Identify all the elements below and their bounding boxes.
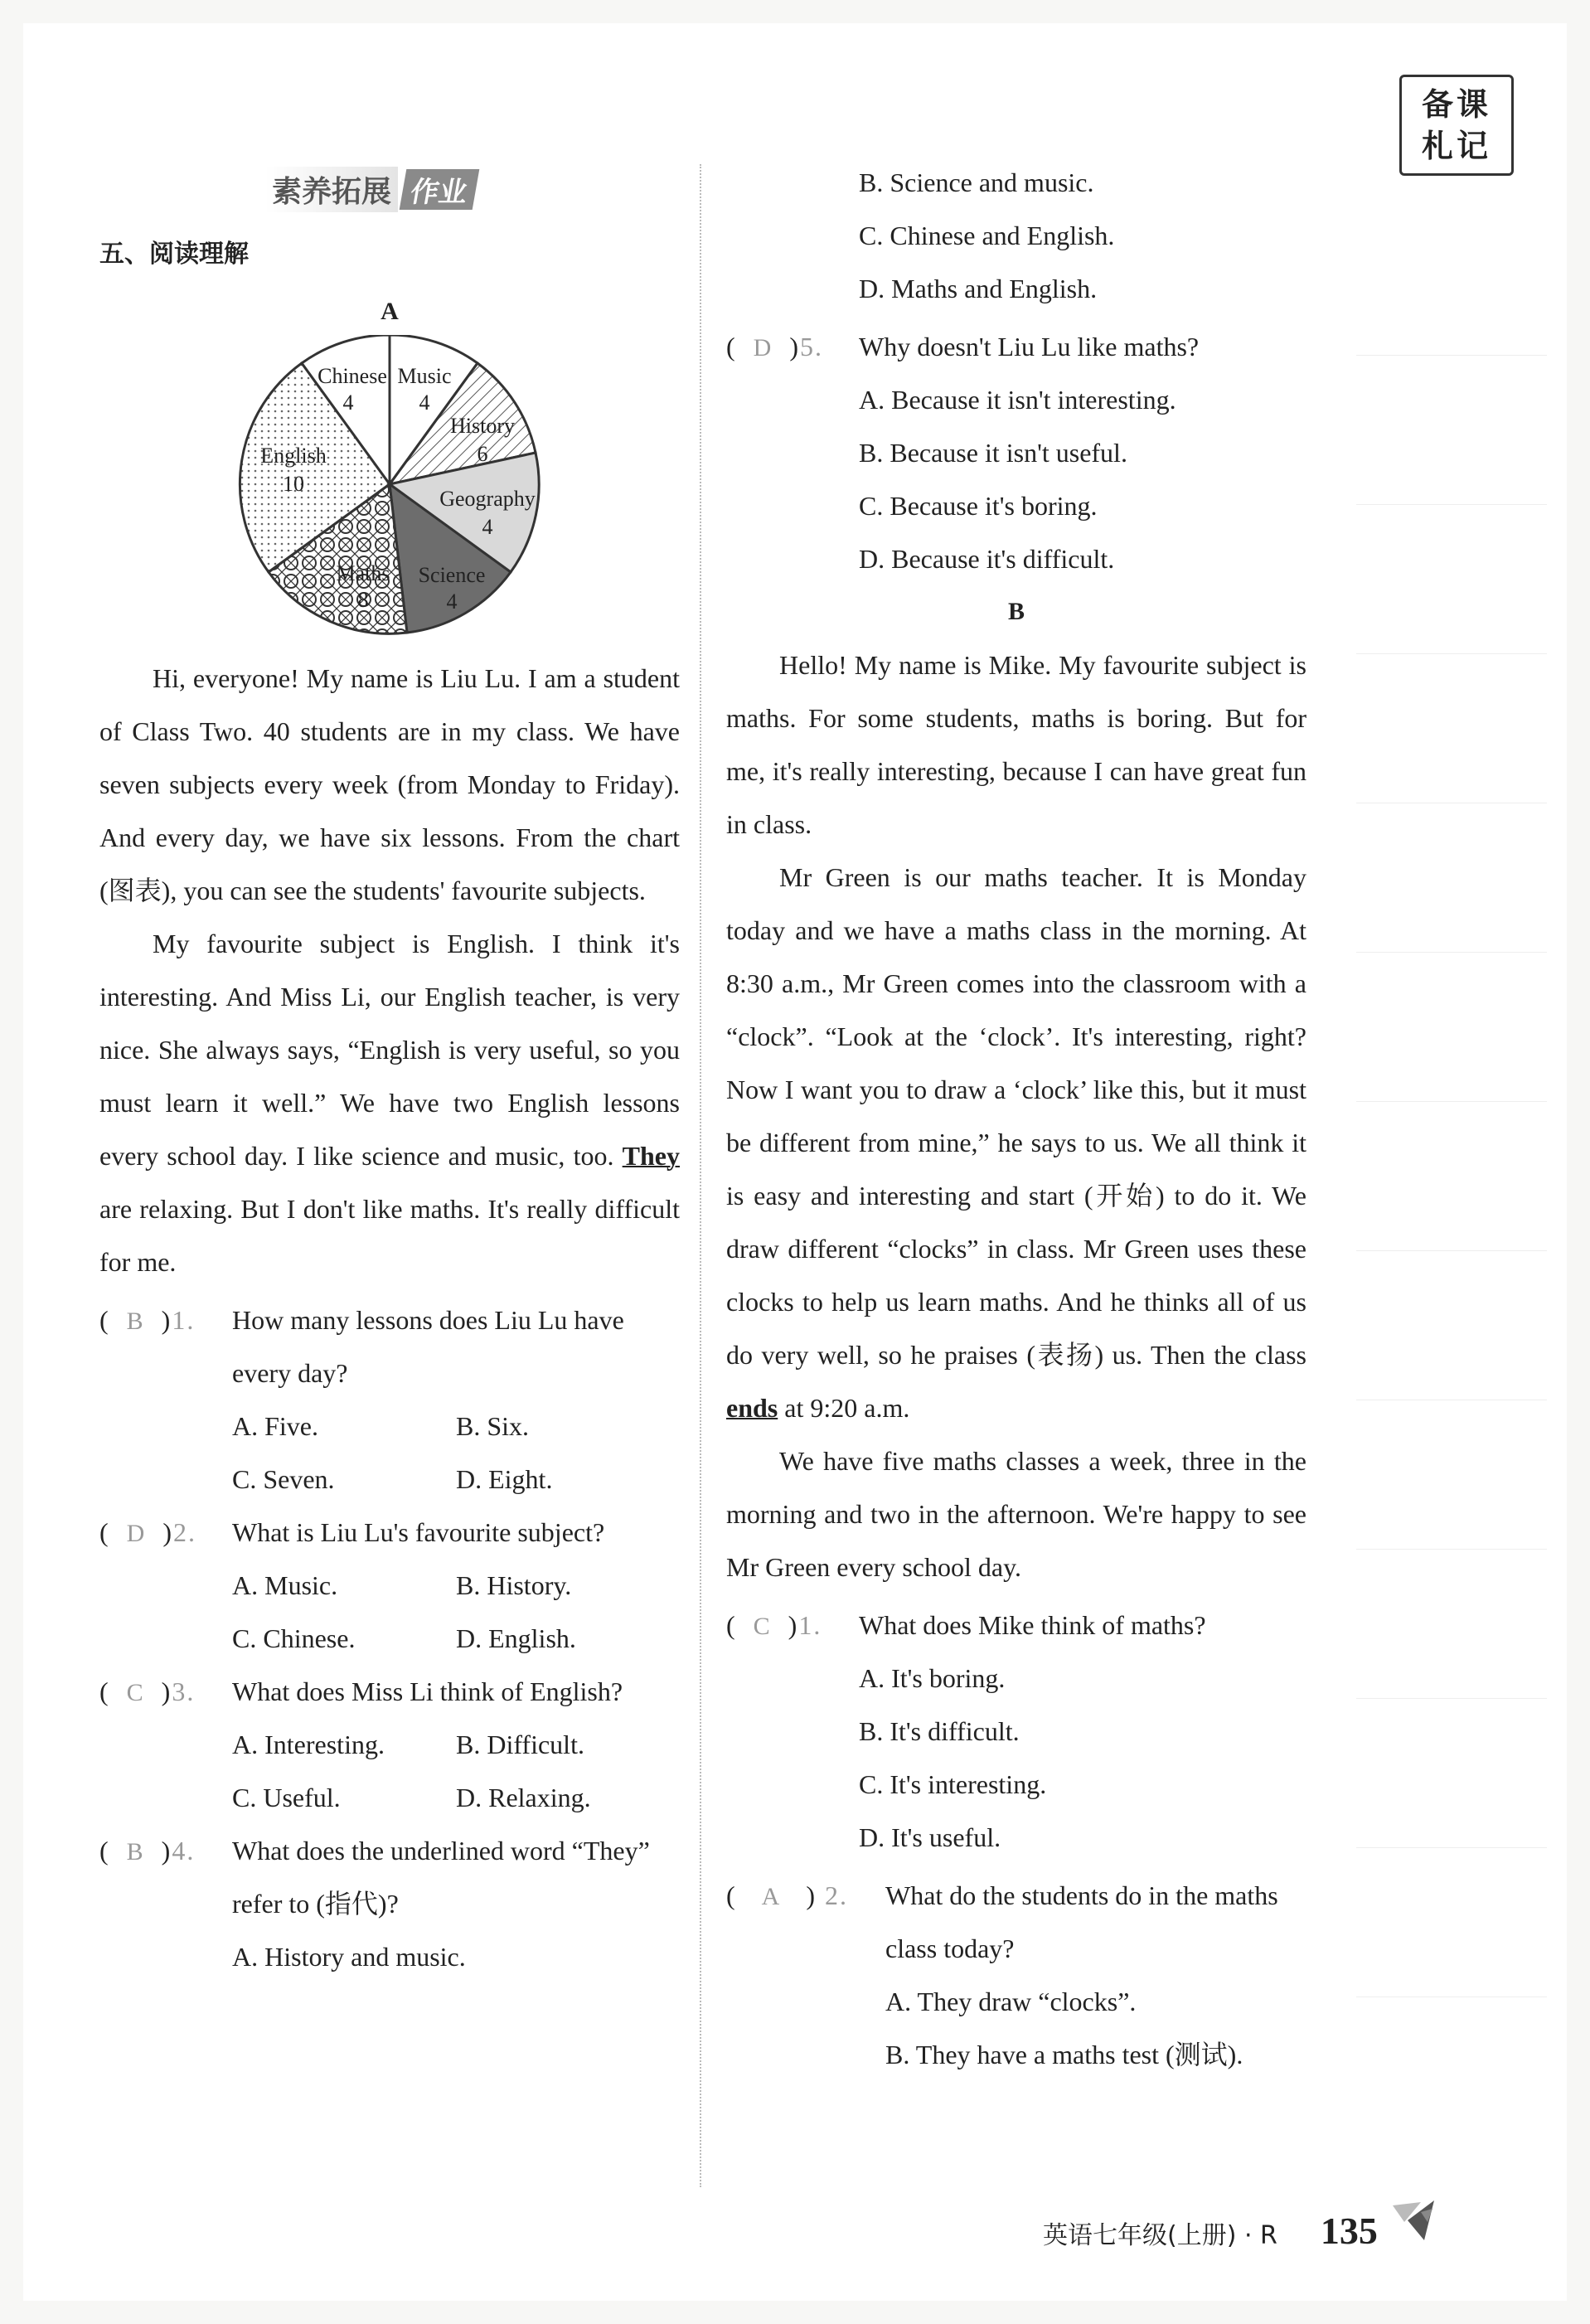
options <box>99 1400 680 1506</box>
notes-line <box>1356 504 1547 505</box>
underlined-word-ends: ends <box>726 1393 778 1423</box>
option-a: A. Music. <box>232 1570 338 1600</box>
passage-b-label: B <box>1007 598 1025 625</box>
pie-value-science: 4 <box>446 589 458 614</box>
notes-line <box>1356 1549 1547 1550</box>
pie-value-geography: 4 <box>482 515 493 539</box>
passage-a-paragraph-1: Hi, everyone! My name is Liu Lu. I am a student of Class Two. 40 students are in my class. We have seven subjects every week (from Monday to Friday). And every day, we have six lessons. From the chart (图表), you can see the students' favourite subjects. <box>99 663 680 905</box>
pie-value-english: 10 <box>283 472 304 496</box>
notes-line <box>1356 952 1547 953</box>
question-number: 1. <box>172 1305 196 1335</box>
paragraph-text: at 9:20 a.m. <box>778 1393 910 1423</box>
option-d: D. Relaxing. <box>456 1783 591 1812</box>
book-title: 英语七年级(上册) · R <box>1043 2221 1277 2250</box>
banner-tag: 作业 <box>400 169 480 210</box>
option-c: C. It's interesting. <box>859 1769 1047 1799</box>
option-a: A. Five. <box>232 1411 318 1441</box>
question-text: What do the students do in the maths class today? <box>885 1880 1278 1963</box>
passage-b-paragraph-2 <box>726 851 1306 1434</box>
question-a5: ( D )5. Why doesn't Liu Lu like maths? A. Because it isn't interesting. B. Because it isn't useful. C. Because it's boring. D. Because it's difficult. <box>726 320 1306 585</box>
page-number: 135 <box>1320 2210 1378 2252</box>
paragraph-text: Mr Green is our maths teacher. It is Monday today and we have a maths class in the morning. At 8:30 a.m., Mr Green comes into the classroom with a “clock”. “Look at the ‘clock’. It's interesting, right? Now I want you to draw a ‘clock’ like this, but it must be different from mine,” he says to us. We all think it is easy and interesting and start (开始) to do it. We draw different “clocks” in class. Mr Green uses these clocks to help us learn maths. And he thinks all of us do very well, so he praises (表扬) us. Then the class <box>726 862 1306 1370</box>
notes-line <box>1356 1101 1547 1102</box>
question-a3: ( C )3. What does Miss Li think of English? A. Interesting. B. Difficult. C. Useful. D. Relaxing. <box>99 1665 680 1824</box>
option-a: A. Because it isn't interesting. <box>859 385 1176 415</box>
question-text: What is Liu Lu's favourite subject? <box>232 1517 605 1547</box>
answer-mark: B <box>126 1838 145 1866</box>
answer-mark: C <box>126 1679 145 1706</box>
option-c: C. Seven. <box>232 1464 335 1494</box>
option-c: C. Chinese. <box>232 1623 356 1653</box>
question-b2: ( A ) 2. What do the students do in the maths class today? A. They draw “clocks”. B. They have a maths test (测试). <box>726 1869 1306 2081</box>
paragraph-text: are relaxing. But I don't like maths. It's really difficult for me. <box>99 1194 680 1277</box>
question-b1: ( C )1. What does Mike think of maths? A. It's boring. B. It's difficult. C. It's interesting. D. It's useful. <box>726 1599 1306 1864</box>
pie-label-science: Science <box>418 563 486 587</box>
options <box>726 1975 1306 2081</box>
option-a: A. Interesting. <box>232 1730 385 1759</box>
pie-value-history: 6 <box>477 442 488 466</box>
question-number: 5. <box>799 332 823 361</box>
notes-line <box>1356 355 1547 356</box>
section-heading: 五、阅读理解 <box>99 240 249 269</box>
paragraph-text: My favourite subject is English. I think it's interesting. And Miss Li, our English teacher, is very nice. She always says, “English is very useful, so you must learn it well.” We have two English lessons every school day. I like science and music, too. <box>99 929 680 1171</box>
answer-mark: D <box>126 1520 147 1547</box>
option-d: D. It's useful. <box>859 1822 1001 1852</box>
question-a4-options-continued <box>726 156 1306 315</box>
option-c: C. Chinese and English. <box>859 221 1115 250</box>
question-number: 2. <box>172 1517 196 1547</box>
options <box>99 1559 680 1665</box>
workbook-page <box>23 23 1567 2301</box>
passage-a-label: A <box>381 298 399 325</box>
notes-line <box>1356 1847 1547 1848</box>
lesson-notes-stamp <box>1399 75 1514 176</box>
pie-label-chinese: Chinese <box>318 364 387 388</box>
option-c: C. Useful. <box>232 1783 341 1812</box>
section-banner <box>265 164 680 214</box>
option-c: C. Because it's boring. <box>859 491 1098 521</box>
option-a: A. They draw “clocks”. <box>885 1987 1137 2016</box>
question-a1: ( B )1. How many lessons does Liu Lu have every day? A. Five. B. Six. C. Seven. D. Eight. <box>99 1293 680 1506</box>
question-number: 3. <box>172 1676 196 1706</box>
pie-label-english: English <box>260 444 327 468</box>
options <box>726 1652 1306 1864</box>
stamp-text: 备课札记 <box>1421 86 1491 164</box>
pie-value-maths: 8 <box>357 588 369 612</box>
options <box>726 373 1306 585</box>
triangle-decoration-icon <box>1388 2197 1437 2244</box>
question-text: Why doesn't Liu Lu like maths? <box>859 332 1200 361</box>
pie-value-music: 4 <box>419 391 430 415</box>
question-a4: ( B )4. What does the underlined word “They” refer to (指代)? A. History and music. <box>99 1824 680 1983</box>
question-number: 1. <box>798 1610 822 1640</box>
answer-mark: D <box>753 334 773 361</box>
option-a: A. History and music. <box>232 1942 466 1972</box>
pie-value-chinese: 4 <box>342 391 354 415</box>
option-b: B. They have a maths test (测试). <box>885 2040 1243 2069</box>
question-text: What does Mike think of maths? <box>859 1610 1206 1640</box>
question-text: What does Miss Li think of English? <box>232 1676 623 1706</box>
pie-label-music: Music <box>397 364 452 388</box>
option-b: B. Difficult. <box>456 1730 584 1759</box>
option-b: B. Six. <box>456 1411 530 1441</box>
column-divider <box>700 164 701 2187</box>
question-a2: ( D )2. What is Liu Lu's favourite subject? A. Music. B. History. C. Chinese. D. English. <box>99 1506 680 1665</box>
notes-line <box>1356 1698 1547 1699</box>
right-column <box>726 156 1306 2081</box>
options <box>99 1930 680 1983</box>
passage-b-paragraph-1: Hello! My name is Mike. My favourite subject is maths. For some students, maths is boring. But for me, it's really interesting, because I can have great fun in class. <box>726 650 1306 839</box>
notes-line <box>1356 653 1547 654</box>
pie-label-maths: Maths <box>336 561 390 585</box>
page-footer <box>1043 2197 1437 2253</box>
option-d: D. Because it's difficult. <box>859 544 1115 574</box>
banner-title: 素养拓展 <box>265 167 398 212</box>
pie-label-history: History <box>450 414 515 438</box>
options <box>99 1718 680 1824</box>
question-number: 4. <box>172 1836 196 1866</box>
option-a: A. It's boring. <box>859 1663 1006 1693</box>
left-column <box>99 164 680 1983</box>
option-b: B. History. <box>456 1570 572 1600</box>
answer-mark: A <box>761 1883 782 1910</box>
option-b: B. Science and music. <box>859 167 1094 197</box>
underlined-word-they: They <box>622 1141 680 1171</box>
question-number: 2. <box>824 1880 848 1910</box>
pie-label-geography: Geography <box>439 487 536 511</box>
favourite-subjects-pie-chart <box>99 335 680 642</box>
answer-mark: C <box>753 1613 772 1640</box>
option-d: D. Eight. <box>456 1464 553 1494</box>
option-d: D. English. <box>456 1623 576 1653</box>
option-d: D. Maths and English. <box>859 274 1098 303</box>
passage-a-paragraph-2 <box>99 917 680 1288</box>
question-text: How many lessons does Liu Lu have every day? <box>232 1305 624 1388</box>
answer-mark: B <box>126 1308 145 1335</box>
option-b: B. Because it isn't useful. <box>859 438 1127 468</box>
notes-line <box>1356 1250 1547 1251</box>
passage-b-paragraph-3: We have five maths classes a week, three in the morning and two in the afternoon. We're happy to see Mr Green every school day. <box>726 1446 1306 1582</box>
option-b: B. It's difficult. <box>859 1716 1020 1746</box>
question-text: What does the underlined word “They” refer to (指代)? <box>232 1836 650 1919</box>
